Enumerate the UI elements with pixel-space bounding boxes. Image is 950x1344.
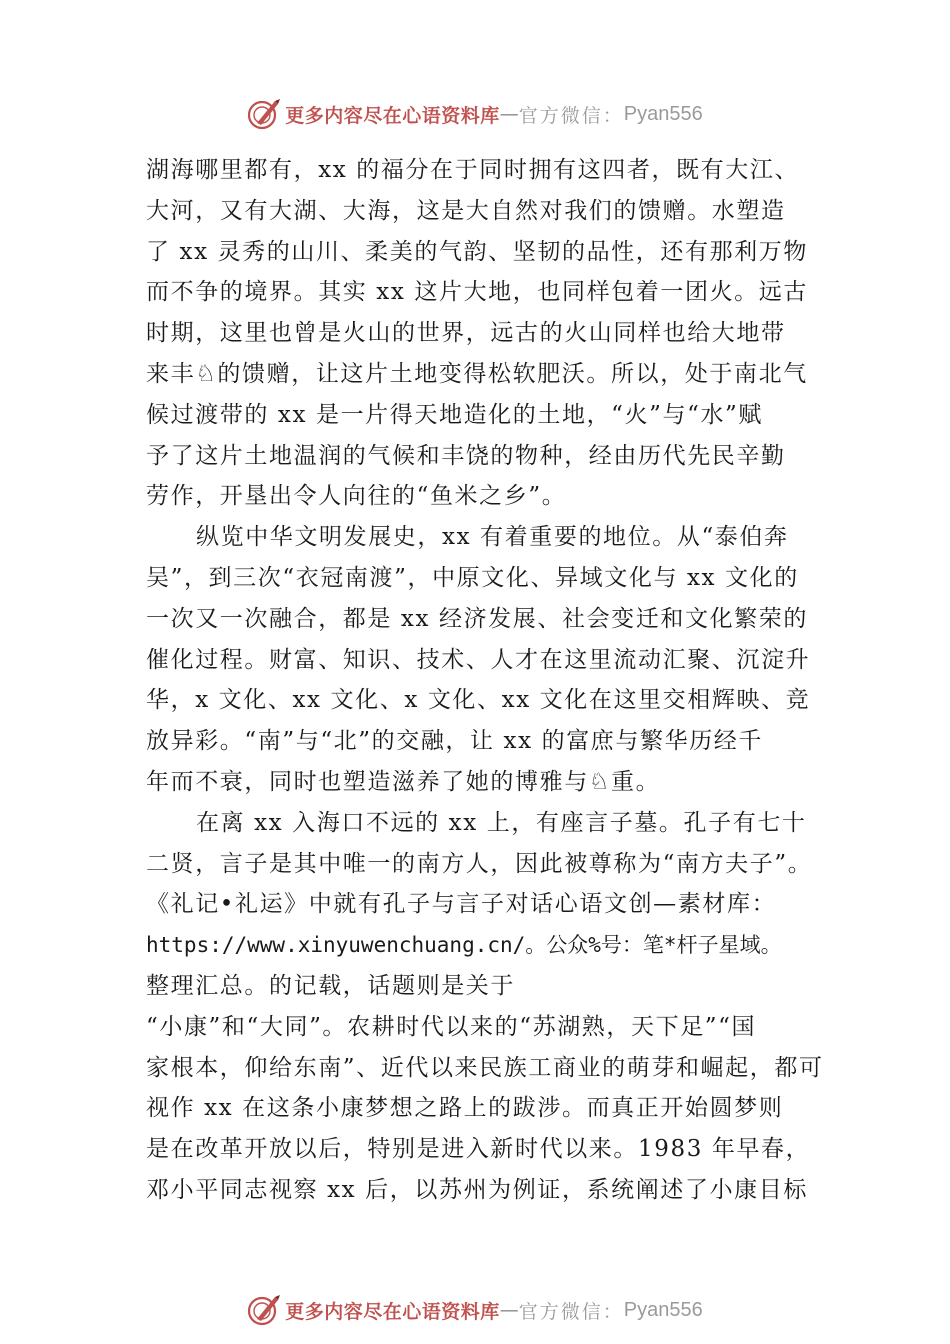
document-body — [146, 150, 836, 1211]
body-line: “小康”和“大同”。农耕时代以来的“苏湖熟，天下足”“国 — [146, 1013, 757, 1040]
body-line: 《礼记•礼运》中就有孔子与言子对话心语文创—素材库： — [146, 891, 777, 918]
body-line: 视作 xx 在这条小康梦想之路上的跋涉。而真正开始圆梦则 — [146, 1095, 784, 1122]
body-line: 是在改革开放以后，特别是进入新时代以来。1983 年早春， — [146, 1136, 811, 1163]
body-line: 而不争的境界。其实 xx 这片大地，也同样包着一团火。远古 — [146, 279, 808, 306]
body-line: 华，x 文化、xx 文化、x 文化、xx 文化在这里交相辉映、竞 — [146, 687, 811, 714]
body-line: 劳作，开垦出令人向往的“鱼米之乡”。 — [146, 483, 567, 510]
body-line: 时期，这里也曾是火山的世界，远古的火山同样也给大地带 — [146, 320, 786, 347]
body-line: 了 xx 灵秀的山川、柔美的气韵、坚韧的品性，还有那利万物 — [146, 238, 808, 265]
footer-wechat-id: Pyan556 — [623, 1298, 703, 1321]
paragraph-start-line: 纵览中华文明发展史，xx 有着重要的地位。从“泰伯奔 — [196, 524, 789, 551]
body-line: 年而不衰，同时也塑造滋养了她的博雅与♘重。 — [146, 768, 661, 795]
body-line: 吴”，到三次“衣冠南渡”，中原文化、异域文化与 xx 文化的 — [146, 564, 799, 591]
footer-wechat-label: 官方微信： — [518, 1300, 624, 1323]
quill-pen-seal-icon — [247, 1293, 281, 1327]
body-line: 来丰♘的馈赠，让这片土地变得松软肥沃。所以，处于南北气 — [146, 360, 808, 387]
body-line: 家根本，仰给东南”、近代以来民族工商业的萌芽和崛起，都可 — [146, 1054, 824, 1081]
header-banner — [0, 94, 950, 134]
quill-pen-seal-icon — [247, 97, 281, 131]
header-dash: — — [499, 103, 519, 125]
body-line: 湖海哪里都有，xx 的福分在于同时拥有这四者，既有大江、 — [146, 157, 800, 183]
body-line: 一次又一次融合，都是 xx 经济发展、社会变迁和文化繁荣的 — [146, 605, 808, 632]
header-brand: 更多内容尽在心语资料库 — [285, 104, 500, 127]
header-wechat-id: Pyan556 — [623, 102, 703, 125]
footer-brand: 更多内容尽在心语资料库 — [285, 1300, 500, 1323]
body-line: 予了这片土地温润的气候和丰饶的物种，经由历代先民辛勤 — [146, 442, 786, 469]
body-line: 整理汇总。的记载，话题则是关于 — [146, 972, 515, 999]
paragraph-start-line: 在离 xx 入海口不远的 xx 上，有座言子墓。孔子有七十 — [196, 809, 807, 836]
body-line: 放异彩。“南”与“北”的交融，让 xx 的富庶与繁华历经千 — [146, 728, 763, 755]
header-wechat-label: 官方微信： — [518, 104, 624, 127]
body-line-url: https://www.xinyuwenchuang.cn/。公众%号：笔*杆子星域。 — [146, 933, 782, 958]
body-line: 大河，又有大湖、大海，这是大自然对我们的馈赠。水塑造 — [146, 197, 786, 224]
body-line: 催化过程。财富、知识、技术、人才在这里流动汇聚、沉淀升 — [146, 646, 811, 673]
footer-banner — [0, 1290, 950, 1330]
body-line: 候过渡带的 xx 是一片得天地造化的土地，“火”与“水”赋 — [146, 401, 763, 428]
body-line: 二贤，言子是其中唯一的南方人，因此被尊称为“南方夫子”。 — [146, 850, 813, 877]
footer-dash: — — [499, 1299, 519, 1321]
body-line: 邓小平同志视察 xx 后，以苏州为例证，系统阐述了小康目标 — [146, 1176, 808, 1203]
